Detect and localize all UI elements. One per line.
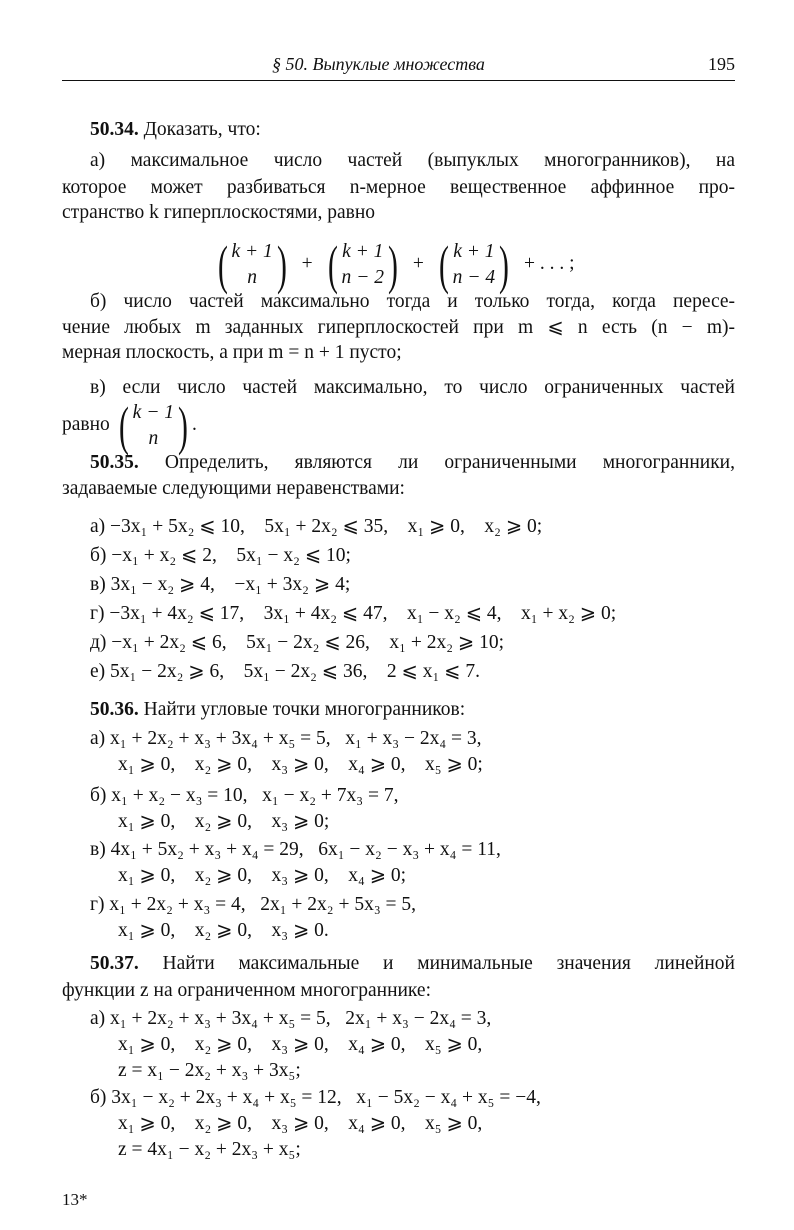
system-line: x₁ ⩾ 0, x₂ ⩾ 0, x₃ ⩾ 0; [118,811,330,832]
page-number: 195 [708,54,735,74]
binom-top: k + 1 [342,241,384,262]
text-line: странство k гиперплоскостями, равно [62,202,376,223]
section-title: § 50. Выпуклые множества [272,54,485,74]
binomial: ( k + 1 n ) [217,235,287,295]
system-line: z = 4x₁ − x₂ + 2x₃ + x₅; [118,1139,301,1160]
text-line: в) если число частей максимально, то число ограниченных частей [90,377,735,398]
binomial: ( k − 1 n ) [118,395,188,456]
problem-50-36-heading [90,698,735,722]
text-line: чение любых m заданных гиперплоскостей при m ⩽ n есть (n − m)- [62,317,735,338]
binomial: ( k + 1 n − 4 ) [438,235,510,295]
text-fragment: равно [62,414,110,435]
plus-sign: + [412,253,424,275]
system-line: x₁ ⩾ 0, x₂ ⩾ 0, x₃ ⩾ 0, x₄ ⩾ 0, x₅ ⩾ 0; [118,754,483,775]
problem-50-37-heading [90,952,735,976]
text-line: б) число частей максимально тогда и только тогда, когда пересе- [90,291,735,312]
system-line: x₁ ⩾ 0, x₂ ⩾ 0, x₃ ⩾ 0, x₄ ⩾ 0, x₅ ⩾ 0, [118,1113,483,1134]
binom-top: k + 1 [453,241,495,262]
plus-sign: + [301,253,313,275]
binomial-sum-formula [0,235,794,295]
binom-top: k + 1 [231,241,273,262]
inequality-item: д) −x₁ + 2x₂ ⩽ 6, 5x₁ − 2x₂ ⩽ 26, x₁ + 2x₂ ⩾ 10; [90,632,505,653]
binomial: ( k + 1 n − 2 ) [327,235,398,295]
system-line: а) x₁ + 2x₂ + x₃ + 3x₄ + x₅ = 5, x₁ + x₃ − 2x₄ = 3, [90,728,482,749]
problem-number: 50.36. [90,699,139,720]
problem-text: Найти угловые точки многогранников: [143,699,466,720]
system-line: б) 3x₁ − x₂ + 2x₃ + x₄ + x₅ = 12, x₁ − 5x₂ − x₄ + x₅ = −4, [90,1087,541,1108]
signature-mark: 13* [62,1190,88,1209]
problem-text: Определить, являются ли ограниченными многогранники, [164,452,735,473]
text-line: функции z на ограниченном многограннике: [62,980,431,1001]
binom-bottom: n [148,427,159,449]
inequality-item: б) −x₁ + x₂ ⩽ 2, 5x₁ − x₂ ⩽ 10; [90,545,351,566]
problem-text: Найти максимальные и минимальные значения линейной [162,953,735,974]
inequality-item: г) −3x₁ + 4x₂ ⩽ 17, 3x₁ + 4x₂ ⩽ 47, x₁ − x₂ ⩽ 4, x₁ + x₂ ⩾ 0; [90,603,617,624]
system-line: z = x₁ − 2x₂ + x₃ + 3x₅; [118,1060,301,1081]
binom-top: k − 1 [132,401,174,423]
text-line: а) максимальное число частей (выпуклых многогранников), на [90,150,735,171]
binom-bottom: n − 2 [341,267,384,288]
running-header [62,54,735,81]
inequality-item: е) 5x₁ − 2x₂ ⩾ 6, 5x₁ − 2x₂ ⩽ 36, 2 ⩽ x₁ ⩽ 7. [90,661,480,682]
system-line: б) x₁ + x₂ − x₃ = 10, x₁ − x₂ + 7x₃ = 7, [90,785,399,806]
problem-number: 50.35. [90,452,139,473]
system-line: x₁ ⩾ 0, x₂ ⩾ 0, x₃ ⩾ 0, x₄ ⩾ 0, x₅ ⩾ 0, [118,1034,483,1055]
problem-text: Доказать, что: [143,119,261,140]
text-line [62,395,735,456]
binom-bottom: n − 4 [452,267,496,288]
problem-50-34-heading [90,118,735,142]
system-line: в) 4x₁ + 5x₂ + x₃ + x₄ = 29, 6x₁ − x₂ − x₃ + x₄ = 11, [90,839,501,860]
system-line: а) x₁ + 2x₂ + x₃ + 3x₄ + x₅ = 5, 2x₁ + x₃ − 2x₄ = 3, [90,1008,492,1029]
problem-number: 50.34. [90,119,139,140]
formula-tail: + . . . ; [523,253,575,275]
problem-50-35-heading [90,451,735,475]
binom-bottom: n [247,267,258,288]
problem-number: 50.37. [90,953,139,974]
inequality-item: в) 3x₁ − x₂ ⩾ 4, −x₁ + 3x₂ ⩾ 4; [90,574,351,595]
text-line: мерная плоскость, а при m = n + 1 пусто; [62,342,402,363]
text-line: задаваемые следующими неравенствами: [62,478,405,499]
system-line: x₁ ⩾ 0, x₂ ⩾ 0, x₃ ⩾ 0, x₄ ⩾ 0; [118,865,407,886]
inequality-item: а) −3x₁ + 5x₂ ⩽ 10, 5x₁ + 2x₂ ⩽ 35, x₁ ⩾ 0, x₂ ⩾ 0; [90,516,543,537]
system-line: x₁ ⩾ 0, x₂ ⩾ 0, x₃ ⩾ 0. [118,920,329,941]
text-line: которое может разбиваться n-мерное вещественное аффинное про- [62,177,735,198]
system-line: г) x₁ + 2x₂ + x₃ = 4, 2x₁ + 2x₂ + 5x₃ = 5, [90,894,417,915]
text-fragment: . [191,414,197,435]
